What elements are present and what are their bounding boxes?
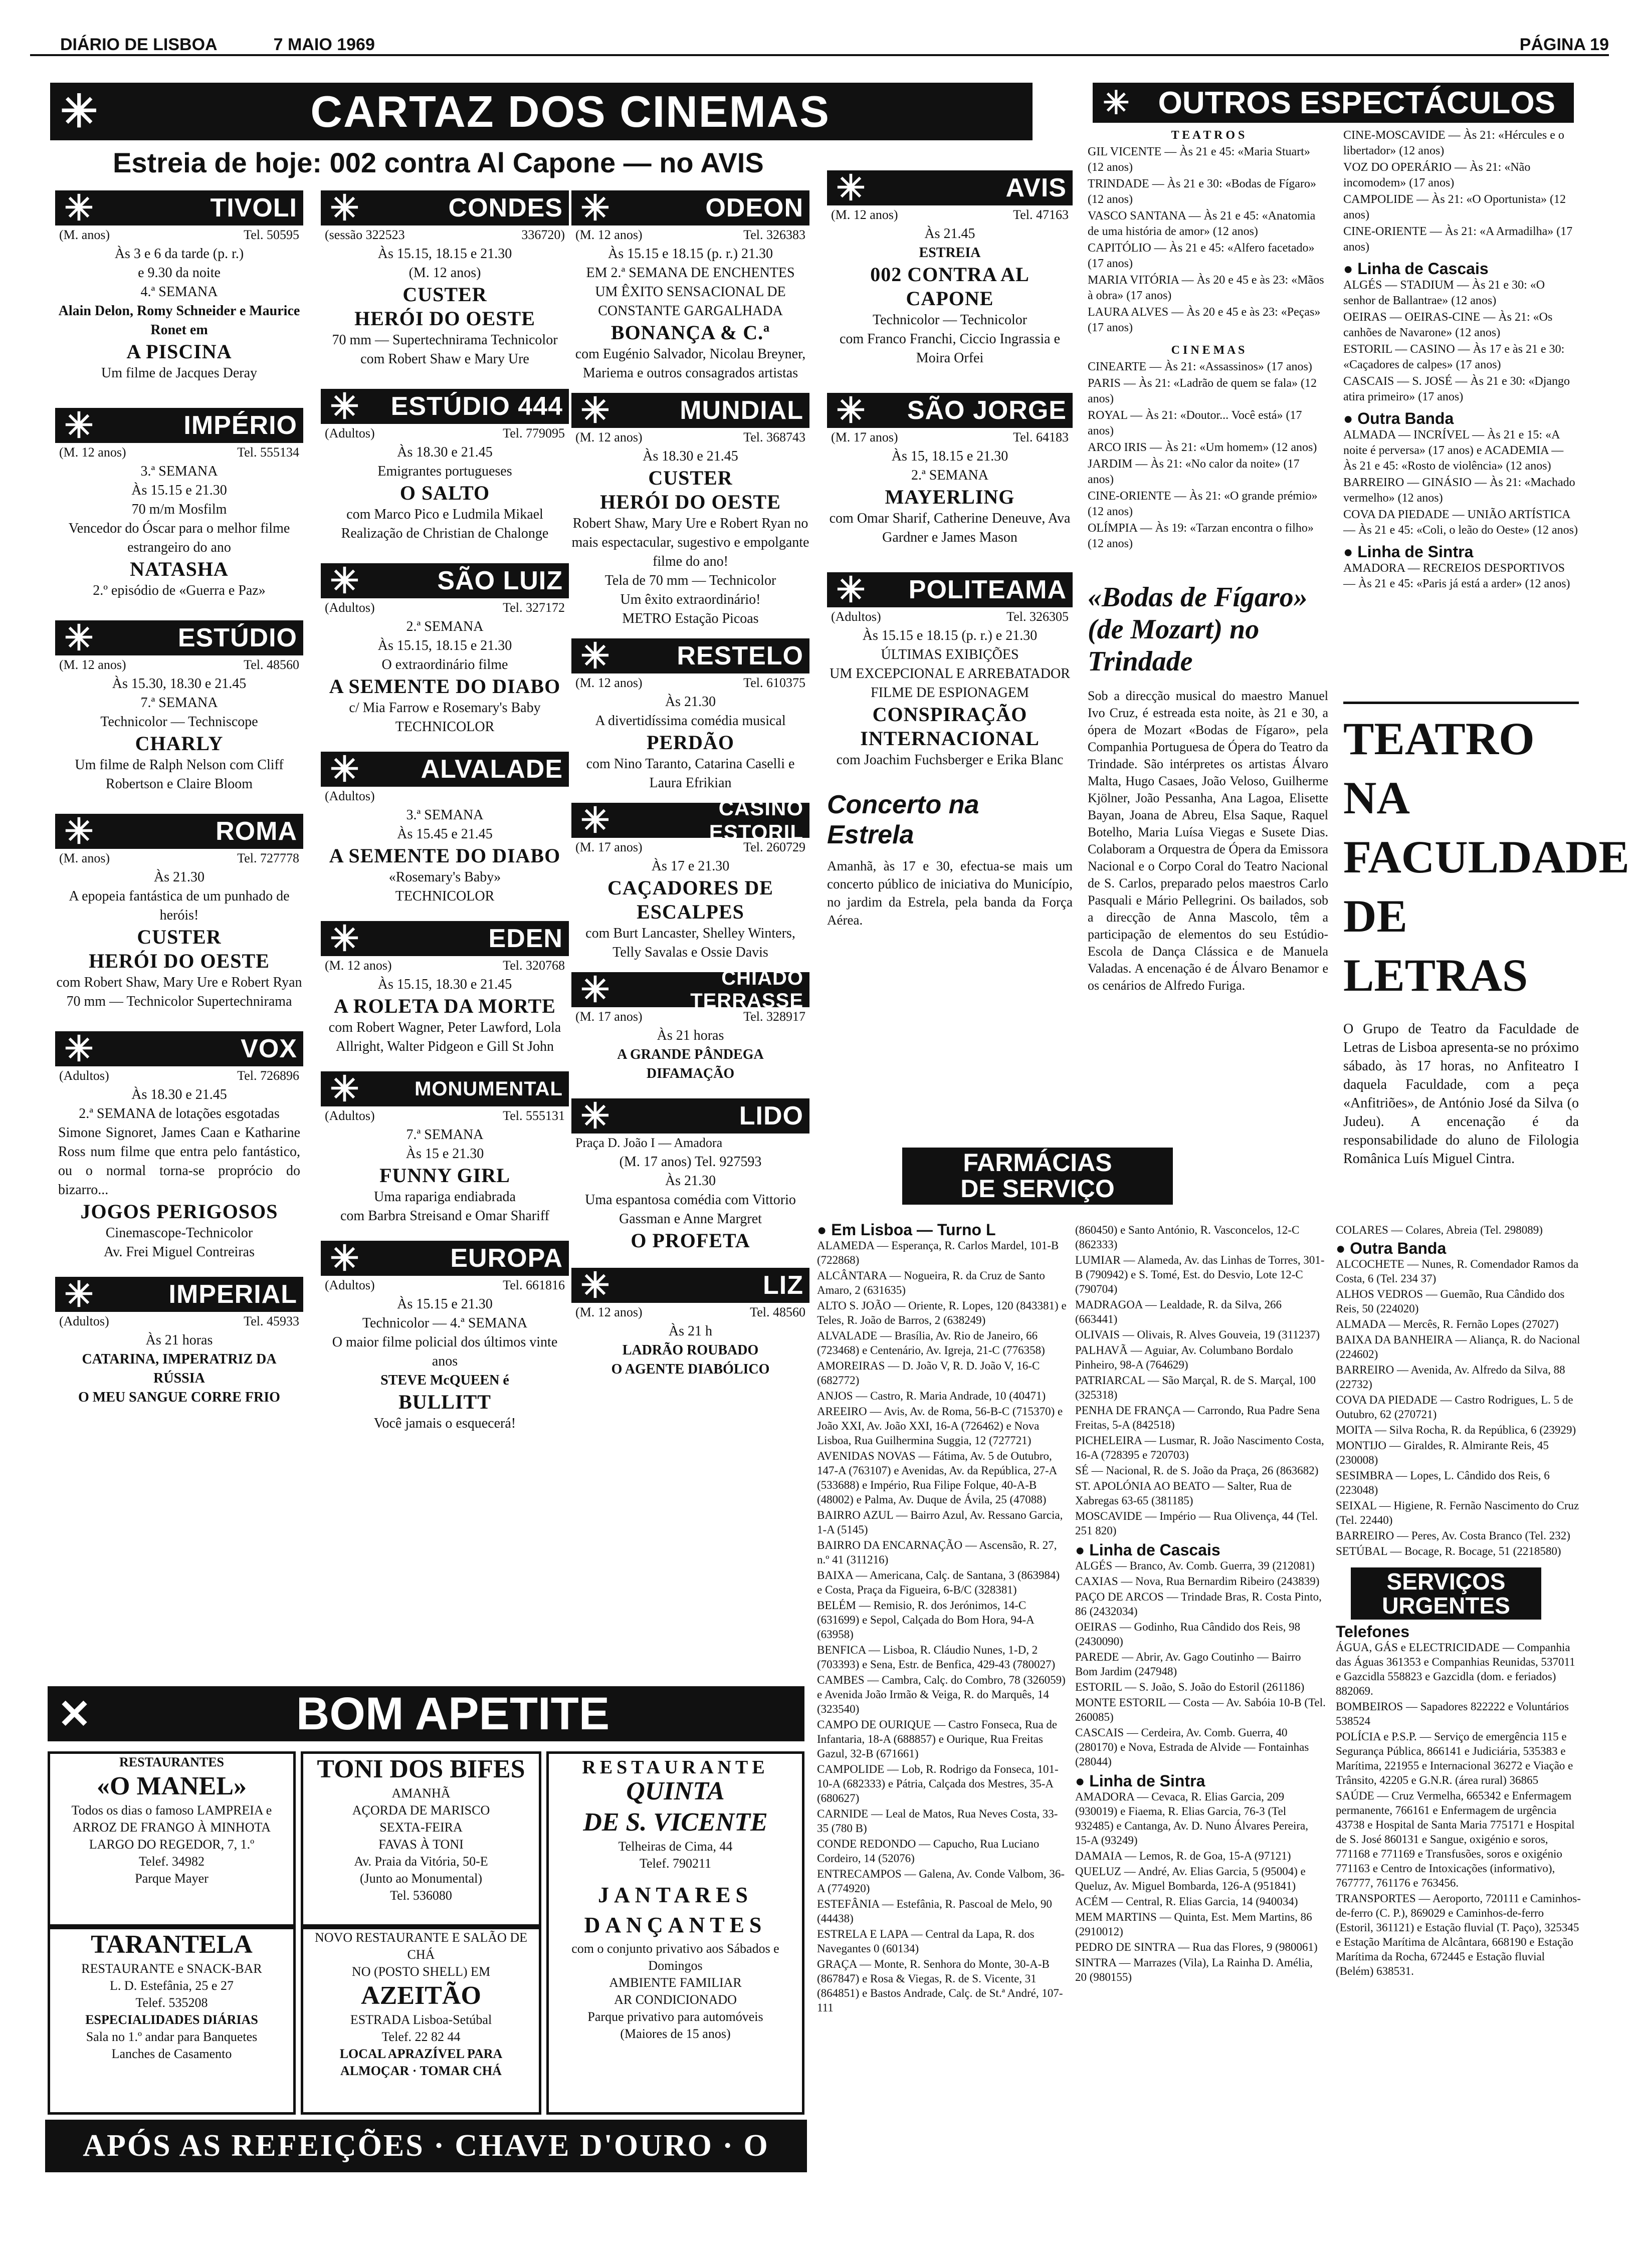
pharmacy-entry: BAIRRO AZUL — Bairro Azul, Av. Ressano Garcia, 1-A (5145) xyxy=(817,1509,1063,1536)
cinema-entry: ROYAL — Às 21: «Doutor... Você está» (17 anos) xyxy=(1088,409,1302,437)
bodas-article xyxy=(1088,581,1328,994)
pharmacy-entry: CAMPO DE OURIQUE — Castro Fonseca, Rua de Infantaria, 18-A (688857) e Ourique, Rua Freitas Gazul, 32-B (671661) xyxy=(817,1718,1058,1760)
cinema-listing-condes: (sessão 322523 336720) Às 15.15, 18.15 e 21.30 (M. 12 anos) CUSTER HERÓI DO OESTE 70 mm — Supertechnirama Technicolor com Robert Shaw e Mary Ure xyxy=(325,228,565,367)
pharmacy-entry: PENHA DE FRANÇA — Carrondo, Rua Padre Sena Freitas, 5-A (842518) xyxy=(1075,1404,1320,1431)
pharmacy-entry: BENFICA — Lisboa, R. Cláudio Nunes, 1-D, 2 (703393) e Sena, Estr. de Benfica, 429-43 (780027) xyxy=(817,1644,1056,1671)
star-icon: ✳ xyxy=(64,188,94,228)
cinema-listing-vox: (Adultos) Tel. 726896 Às 18.30 e 21.45 2.ª SEMANA de lotações esgotadas Simone Signoret, James Caan e Katharine Ross num filme que entra pelo fantástico, ou o normal torna-se proprócio do bizarro... JOGOS PERIGOSOS Cinemascope-Technicolor Av. Frei Miguel Contreiras xyxy=(58,1068,300,1260)
pharmacy-entry: SINTRA — Marrazes (Vila), La Rainha D. Amélia, 20 (980155) xyxy=(1075,1956,1313,1983)
cinema-header-condes: ✳ CONDES xyxy=(321,190,569,225)
bodas-text: Sob a direcção musical do maestro Manuel Ivo Cruz, é estreada esta noite, às 21 e 30, a ópera de Mozart «Bodas de Fígaro», pela Companhia Portuguesa de Ópera do Teatro da Trindade. São intérpretes os artistas Álvaro Malta, Hugo Casaes, João Veloso, Guilherme Kjölner, João Pessanha, Ana Lagoa, Elisette Bayan, Joana de Abreu, Elsa Saque, Raquel Botelho, Maria Luísa Viegas e Susete Dias. Colaboram a Orquestra de Ópera da Emissora Nacional e o Corpo Coral do Teatro Nacional de S. Carlos, preparado pelos maestros Carlo Pasquali e Mário Pellegrini. Os bailados, sob a direcção de Anna Mascolo, têm a participação de elementos do seu Estúdio-Escola de Dança Clássica e de Manuela Valadas. A encenação é de Álvaro Benamor e os cenários de Alfredo Furiga. xyxy=(1088,689,1328,993)
cinema-entry: CINEARTE — Às 21: «Assassinos» (17 anos) xyxy=(1088,360,1312,373)
cinema-header-europa: ✳ EUROPA xyxy=(321,1241,569,1276)
cinema-listing-imperial: (Adultos) Tel. 45933 Às 21 horas CATARINA, IMPERATRIZ DA RÚSSIA O MEU SANGUE CORRE FRIO xyxy=(59,1314,299,1405)
sintra-heading: ● Linha de Sintra xyxy=(1075,1772,1205,1790)
pharmacy-entry: OEIRAS — Godinho, Rua Cândido dos Reis, 98 (2430090) xyxy=(1075,1621,1301,1648)
star-icon: ✳ xyxy=(580,1096,610,1136)
farmacias-banner: FARMÁCIAS DE SERVIÇO xyxy=(902,1148,1173,1205)
cinema-entry: CASCAIS — S. JOSÉ — Às 21 e 30: «Django atira primeiro» (17 anos) xyxy=(1343,375,1570,403)
pharmacy-entry: ANJOS — Castro, R. Maria Andrade, 10 (40471) xyxy=(817,1390,1046,1402)
pharmacy-entry: AREEIRO — Avis, Av. de Roma, 56-B-C (715370) e João XXI, Av. João XXI, 16-A (726462) e Nova Lisboa, Rua Guilhermina Suggia, 12 (727721) xyxy=(817,1405,1063,1447)
cinema-listing-roma: (M. anos) Tel. 727778 Às 21.30 A epopeia fantástica de um punhado de heróis! CUSTER HERÓI DO OESTE com Robert Shaw, Mary Ure e Robert Ryan 70 mm — Technicolor Supertechnirama xyxy=(56,851,302,1009)
sintra-heading: ● Linha de Sintra xyxy=(1343,543,1474,561)
cinema-header-vox: ✳ VOX xyxy=(55,1031,303,1066)
cinema-listing-estudio: (M. 12 anos) Tel. 48560 Às 15.30, 18.30 e 21.45 7.ª SEMANA Technicolor — Techniscope CHARLY Um filme de Ralph Nelson com Cliff Robertson e Claire Bloom xyxy=(59,657,299,792)
star-icon: ✳ xyxy=(580,801,610,840)
pharmacy-entry: SETÚBAL — Bocage, R. Bocage, 51 (2218580) xyxy=(1336,1545,1561,1557)
cinema-header-casino-estoril: ✳ CASINO ESTORIL xyxy=(571,803,809,838)
star-icon: ✳ xyxy=(580,1266,610,1305)
cinema-header-estudio444: ✳ ESTÚDIO 444 xyxy=(321,389,569,424)
cutlery-icon: ✕ xyxy=(58,1691,92,1736)
cinema-listing-eden: (M. 12 anos) Tel. 320768 Às 15.15, 18.30 e 21.45 A ROLETA DA MORTE com Robert Wagner, Peter Lawford, Lola Allright, Walter Pidgeon e Gill St John xyxy=(325,958,565,1054)
pharmacy-entry: BAIXA — Americana, Calç. de Santana, 3 (863984) e Costa, Praça da Figueira, 6-B/C (328381) xyxy=(817,1569,1060,1596)
cinema-column-3 xyxy=(571,190,809,1379)
pharmacy-entry: SESIMBRA — Lopes, L. Cândido dos Reis, 6 (223048) xyxy=(1336,1469,1550,1496)
pharmacy-entry: SÉ — Nacional, R. de S. João da Praça, 26 (863682) xyxy=(1075,1464,1319,1477)
pharmacy-entry: PEDRO DE SINTRA — Rua das Flores, 9 (980061) xyxy=(1075,1941,1318,1953)
cinema-listing-imperio: (M. 12 anos) Tel. 555134 3.ª SEMANA Às 15.15 e 21.30 70 m/m Mosfilm Vencedor do Óscar para o melhor filme estrangeiro do ano NATASHA 2.º episódio de «Guerra e Paz» xyxy=(59,445,299,598)
pharmacy-entry: ACÉM — Central, R. Elias Garcia, 14 (940034) xyxy=(1075,1895,1298,1908)
cinema-header-odeon: ✳ ODEON xyxy=(571,190,809,225)
cinema-listing-alvalade: (Adultos) 3.ª SEMANA Às 15.45 e 21.45 A SEMENTE DO DIABO «Rosemary's Baby» TECHNICOLOR xyxy=(325,789,561,904)
cinema-listing-odeon: (M. 12 anos) Tel. 326383 Às 15.15 e 18.15 (p. r.) 21.30 EM 2.ª SEMANA DE ENCHENTES UM ÊXITO SENSACIONAL DE CONSTANTE GARGALHADA BONANÇA & C.ª com Eugénio Salvador, Nicolau Breyner, Mariema e outros consagrados artistas xyxy=(575,228,806,381)
star-icon: ✳ xyxy=(330,1069,359,1108)
teatro-faculdade-article xyxy=(1343,702,1629,1168)
pharmacy-entry: ENTRECAMPOS — Galena, Av. Conde Valbom, 36-A (774920) xyxy=(817,1868,1065,1895)
cartaz-banner xyxy=(50,83,1033,140)
pharmacy-entry: CARNIDE — Leal de Matos, Rua Neves Costa, 33-35 (780 B) xyxy=(817,1807,1058,1835)
pharmacy-entry: ALVALADE — Brasília, Av. Rio de Janeiro, 66 (723468) e Centenário, Av. Igreja, 21-C (776358) xyxy=(817,1329,1045,1356)
cinema-entry: BARREIRO — GINÁSIO — Às 21: «Machado vermelho» (12 anos) xyxy=(1343,476,1575,505)
cinema-entry: CINE-ORIENTE — Às 21: «A Armadilha» (17 anos) xyxy=(1343,225,1573,254)
pharmacy-entry: ESTRELA E LAPA — Central da Lapa, R. dos Navegantes 0 (60134) xyxy=(817,1928,1035,1955)
teatro-faculdade-title: TEATRO NA FACULDADE DE LETRAS xyxy=(1343,702,1579,1005)
star-icon: ✳ xyxy=(836,391,866,430)
bodas-title: «Bodas de Fígaro» (de Mozart) no Trindade xyxy=(1088,582,1308,677)
star-icon: ✳ xyxy=(64,406,94,445)
star-icon: ✳ xyxy=(64,812,94,851)
cinema-header-politeama: ✳ POLITEAMA xyxy=(827,572,1073,607)
pharmacy-entry: PALHAVÃ — Aguiar, Av. Columbano Bordalo Pinheiro, 98-A (764629) xyxy=(1075,1344,1293,1371)
star-icon: ✳ xyxy=(330,1239,359,1278)
star-icon: ✳ xyxy=(580,188,610,228)
concerto-title: Concerto na Estrela xyxy=(827,790,979,849)
ad-azeitao: NOVO RESTAURANTE E SALÃO DE CHÁ NO (POSTO SHELL) EM AZEITÃO ESTRADA Lisboa-Setúbal Telef. 22 82 44 LOCAL APRAZÍVEL PARA ALMOÇAR · TOMAR CHÁ xyxy=(301,1927,541,2115)
pharmacy-entry: CAXIAS — Nova, Rua Bernardim Ribeiro (243839) xyxy=(1075,1575,1320,1587)
cinema-column-4 xyxy=(827,170,1073,929)
outra-banda-heading: ● Outra Banda xyxy=(1343,409,1454,427)
cinema-listing-monumental: (Adultos) Tel. 555131 7.ª SEMANA Às 15 e 21.30 FUNNY GIRL Uma rapariga endiabrada com Barbra Streisand e Omar Shariff xyxy=(325,1108,565,1224)
cinema-entry: AMADORA — RECREIOS DESPORTIVOS — Às 21 e 45: «Paris já está a arder» (12 anos) xyxy=(1343,562,1570,590)
pharmacy-entry: PICHELEIRA — Lusmar, R. João Nascimento Costa, 16-A (728395 e 720703) xyxy=(1075,1434,1324,1461)
star-icon: ✳ xyxy=(330,561,359,600)
pharmacy-entry: PAÇO DE ARCOS — Trindade Bras, R. Costa Pinto, 86 (2432034) xyxy=(1075,1591,1322,1618)
cinema-listing-sao-jorge: (M. 17 anos) Tel. 64183 Às 15, 18.15 e 21.30 2.ª SEMANA MAYERLING com Omar Sharif, Catherine Deneuve, Ava Gardner e James Mason xyxy=(829,430,1071,545)
service-entry: BOMBEIROS — Sapadores 822222 e Voluntários 538524 xyxy=(1336,1700,1569,1727)
cinema-header-chiado-terrasse: ✳ CHIADO TERRASSE xyxy=(571,972,809,1007)
cinema-header-monumental: ✳ MONUMENTAL xyxy=(321,1071,569,1106)
cinema-entry: OEIRAS — OEIRAS-CINE — Às 21: «Os canhões de Navarone» (12 anos) xyxy=(1343,311,1553,339)
teatros-heading: T E A T R O S xyxy=(1171,129,1245,142)
outros-column-b xyxy=(1343,128,1579,593)
star-icon: ✳ xyxy=(580,970,610,1009)
cinema-listing-politeama: (Adultos) Tel. 326305 Às 15.15 e 18.15 (p. r.) e 21.30 ÚLTIMAS EXIBIÇÕES UM EXCEPCIONAL E ARREBATADOR FILME DE ESPIONAGEM CONSPIRAÇÃO INTERNACIONAL com Joachim Fuchsberger e Erika Blanc xyxy=(830,609,1070,768)
ad-o-manel: RESTAURANTES «O MANEL» Todos os dias o famoso LAMPREIA e ARROZ DE FRANGO À MINHOTA LARGO DO REGEDOR, 7, 1.º Telef. 34982 Parque Mayer xyxy=(48,1751,296,1927)
cinema-listing-avis: (M. 12 anos) Tel. 47163 Às 21.45 ESTREIA 002 CONTRA AL CAPONE Technicolor — Technicolor com Franco Franchi, Ciccio Ingrassia e Moira Orfei xyxy=(831,207,1069,366)
pharmacy-entry: ALGÉS — Branco, Av. Comb. Guerra, 39 (212081) xyxy=(1075,1559,1315,1572)
cinema-entry: VOZ DO OPERÁRIO — Às 21: «Não incomodem» (17 anos) xyxy=(1343,161,1531,189)
cinema-header-sao-jorge: ✳ SÃO JORGE xyxy=(827,393,1073,428)
star-icon: ✳ xyxy=(60,87,98,137)
service-entry: POLÍCIA e P.S.P. — Serviço de emergência 115 e Segurança Pública, 866141 e Judiciária, 535383 e Marítima, 221955 e Internacional 36272 e Viação e Trânsito, 42205 e G.N.R. (área rural) 36865 xyxy=(1336,1730,1573,1786)
pharmacy-entry: BAIXA DA BANHEIRA — Aliança, R. do Nacional (224602) xyxy=(1336,1333,1580,1360)
pharmacy-entry: ALAMEDA — Esperança, R. Carlos Mardel, 101-B (722868) xyxy=(817,1239,1059,1266)
pharmacy-entry: MADRAGOA — Lealdade, R. da Silva, 266 (663441) xyxy=(1075,1298,1282,1325)
service-entry: ÁGUA, GÁS e ELECTRICIDADE — Companhia das Águas 361353 e Companhias Reunidas, 537011 e Gazcidla 558823 e Gazcidla (dom. e feriados) 882069. xyxy=(1336,1641,1575,1697)
pharmacy-entry: SEIXAL — Higiene, R. Fernão Nascimento do Cruz (Tel. 22440) xyxy=(1336,1499,1579,1526)
pharmacy-entry: AMADORA — Cevaca, R. Elias Garcia, 209 (930019) e Fiaema, R. Elias Garcia, 76-3 (Tel 932485) e Cantanga, Av. D. Nuno Álvares Pereira, 15-A (93249) xyxy=(1075,1790,1308,1847)
masthead-page: PÁGINA 19 xyxy=(1519,35,1609,54)
concerto-text: Amanhã, às 17 e 30, efectua-se mais um concerto público de iniciativa do Município, no jardim da Estrela, pela banda da Força Aérea. xyxy=(827,858,1073,928)
cinema-header-alvalade: ✳ ALVALADE xyxy=(321,752,569,787)
cinema-listing-estudio444: (Adultos) Tel. 779095 Às 18.30 e 21.45 Emigrantes portugueses O SALTO com Marco Pico e Ludmila Mikael Realização de Christian de Chalonge xyxy=(325,426,565,541)
pharmacy-entry: ALMADA — Mercês, R. Fernão Lopes (27027) xyxy=(1336,1318,1559,1330)
outros-column-a xyxy=(1088,128,1328,553)
chave-douro-banner: APÓS AS REFEIÇÕES · CHAVE D'OURO · O MELHOR CAFÉ xyxy=(45,2120,807,2172)
cinema-entry: CAMPOLIDE — Às 21: «O Oportunista» (12 anos) xyxy=(1343,193,1566,221)
star-icon: ✳ xyxy=(580,636,610,675)
cinema-header-mundial: ✳ MUNDIAL xyxy=(571,393,809,428)
ad-quinta-s-vicente: RESTAURANTE QUINTA DE S. VICENTE Telheiras de Cima, 44 Telef. 790211 JANTARES DANÇANTES com o conjunto privativo aos Sábados e Domingos AMBIENTE FAMILIAR AR CONDICIONADO Parque privativo para automóveis (Maiores de 15 anos) xyxy=(546,1751,804,2115)
star-icon: ✳ xyxy=(64,618,94,657)
pharmacy-entry: BARREIRO — Peres, Av. Costa Branco (Tel. 232) xyxy=(1336,1529,1570,1542)
pharmacy-entry: BAIRRO DA ENCARNAÇÃO — Ascensão, R. 27, n.º 41 (311216) xyxy=(817,1539,1057,1566)
service-entry: TRANSPORTES — Aeroporto, 720111 e Caminhos-de-ferro (C. P.), 869029 e Caminhos-de-ferro (Estoril, 361121) e Estação fluvial (T. Paço), 325345 e Estação Marítima de Alcântara, 668190 e Estação Marítima da Rocha, 672445 e Estação fluvial (Belém) 638531. xyxy=(1336,1892,1581,1977)
cinema-header-liz: ✳ LIZ xyxy=(571,1268,809,1303)
cinema-listing-mundial: (M. 12 anos) Tel. 368743 Às 18.30 e 21.45 CUSTER HERÓI DO OESTE Robert Shaw, Mary Ure e Robert Ryan no mais espectacular, sugestivo e empolgante filme do ano! Tela de 70 mm — Technicolor Um êxito extraordinário! METRO Estação Picoas xyxy=(571,430,809,626)
cinema-header-restelo: ✳ RESTELO xyxy=(571,638,809,673)
cinema-entry: ARCO IRIS — Às 21: «Um homem» (12 anos) xyxy=(1088,441,1317,454)
cinema-listing-saoluiz: (Adultos) Tel. 327172 2.ª SEMANA Às 15.15, 18.15 e 21.30 O extraordinário filme A SEMENTE DO DIABO c/ Mia Farrow e Rosemary's Baby TECHNICOLOR xyxy=(325,600,565,735)
cinema-header-lido: ✳ LIDO xyxy=(571,1098,809,1133)
teatro-entry: VASCO SANTANA — Às 21 e 45: «Anatomia de uma história de amor» (12 anos) xyxy=(1088,209,1316,238)
pharmacy-entry: ALTO S. JOÃO — Oriente, R. Lopes, 120 (843381) e Teles, R. João de Barros, 2 (638249) xyxy=(817,1299,1067,1326)
teatro-entry: TRINDADE — Às 21 e 30: «Bodas de Fígaro» (12 anos) xyxy=(1088,177,1316,206)
pharmacy-entry: MOITA — Silva Rocha, R. da República, 6 (23929) xyxy=(1336,1424,1576,1436)
pharmacy-entry: CASCAIS — Cerdeira, Av. Comb. Guerra, 40 (280170) e Nova, Estrada de Alvide — Fontainhas (28044) xyxy=(1075,1726,1309,1768)
star-icon: ✳ xyxy=(330,188,359,228)
pharmacy-entry: OLIVAIS — Olivais, R. Alves Gouveia, 19 (311237) xyxy=(1075,1328,1320,1341)
farmacias-column-2 xyxy=(1075,1223,1326,1985)
cinema-header-saoluiz: ✳ SÃO LUIZ xyxy=(321,563,569,598)
star-icon: ✳ xyxy=(64,1029,94,1068)
ad-tarantela: TARANTELA RESTAURANTE e SNACK-BAR L. D. Estefânia, 25 e 27 Telef. 535208 ESPECIALIDADES DIÁRIAS Sala no 1.º andar para Banquetes Lanches de Casamento xyxy=(48,1927,296,2115)
cinemas-heading: C I N E M A S xyxy=(1171,344,1245,357)
cinema-header-eden: ✳ EDEN xyxy=(321,921,569,956)
masthead xyxy=(30,30,1609,55)
star-icon: ✳ xyxy=(330,387,359,426)
star-icon: ✳ xyxy=(836,168,866,207)
pharmacy-entry: QUELUZ — André, Av. Elias Garcia, 5 (95004) e Queluz, Av. Miguel Bombarda, 126-A (951841) xyxy=(1075,1865,1306,1892)
bom-apetite-title: BOM APETITE xyxy=(296,1688,610,1739)
cinema-entry: ALMADA — INCRÍVEL — Às 21 e 15: «A noite é perversa» (17 anos) e ACADEMIA — Às 21 e 45: «Rosto de violência» (12 anos) xyxy=(1343,428,1564,473)
teatro-faculdade-text: O Grupo de Teatro da Faculdade de Letras de Lisboa apresenta-se no próximo sábado, às 17 horas, no Anfiteatro I daquela Faculdade, com a peça «Anfitriões», de António José da Silva (o Judeu). A encenação é da responsabilidade do aluno de Filologia Românica Luís Miguel Cintra. xyxy=(1343,1021,1579,1167)
pharmacy-entry: LUMIAR — Alameda, Av. das Linhas de Torres, 301-B (790942) e S. Tomé, Est. do Desvio, Lote 12-C (790704) xyxy=(1075,1254,1325,1295)
cinema-header-imperial: ✳ IMPERIAL xyxy=(55,1277,303,1312)
star-icon: ✳ xyxy=(836,570,866,609)
farmacias-column-3 xyxy=(1336,1223,1581,1979)
farmacias-column-1 xyxy=(817,1223,1068,2016)
cinema-entry: PARIS — Às 21: «Ladrão de quem se fala» (12 anos) xyxy=(1088,377,1317,405)
masthead-paper: DIÁRIO DE LISBOA 7 MAIO 1969 xyxy=(60,35,375,54)
cinema-column-1 xyxy=(55,190,303,1407)
pharmacy-entry: ALHOS VEDROS — Guemão, Rua Cândido dos Reis, 50 (224020) xyxy=(1336,1288,1565,1315)
cinema-entry: OLÍMPIA — Às 19: «Tarzan encontra o filho» (12 anos) xyxy=(1088,522,1314,550)
star-icon: ✳ xyxy=(580,391,610,430)
cinema-listing-europa: (Adultos) Tel. 661816 Às 15.15 e 21.30 Technicolor — 4.ª SEMANA O maior filme policial dos últimos vinte anos STEVE McQUEEN é BULLITT Você jamais o esquecerá! xyxy=(325,1278,565,1431)
lisboa-heading: ● Em Lisboa — Turno L xyxy=(817,1221,996,1239)
pharmacy-entry: ALCOCHETE — Nunes, R. Comendador Ramos da Costa, 6 (Tel. 234 37) xyxy=(1336,1258,1579,1285)
pharmacy-entry: AMOREIRAS — D. João V, R. D. João V, 16-C (682772) xyxy=(817,1359,1040,1387)
pharmacy-entry: CAMPOLIDE — Lob, R. Rodrigo da Fonseca, 101-10-A (682333) e Pátria, Calçada dos Mestres, 35-A (680627) xyxy=(817,1763,1059,1804)
teatro-entry: CAPITÓLIO — Às 21 e 45: «Alfero facetado» (17 anos) xyxy=(1088,242,1315,270)
cinema-listing-lido: Praça D. João I — Amadora (M. 17 anos) Tel. 927593 Às 21.30 Uma espantosa comédia com Vittorio Gassman e Anne Margret O PROFETA xyxy=(575,1136,796,1252)
pharmacy-entry: MONTE ESTORIL — Costa — Av. Sabóia 10-B (Tel. 260085) xyxy=(1075,1696,1326,1723)
bom-apetite-banner xyxy=(48,1686,804,1741)
cinema-header-imperio: ✳ IMPÉRIO xyxy=(55,408,303,443)
masthead-rule xyxy=(30,54,1609,56)
outra-banda-heading: ● Outra Banda xyxy=(1336,1239,1447,1257)
cascais-heading: ● Linha de Cascais xyxy=(1343,260,1489,278)
cinema-listing-chiado-terrasse: (M. 17 anos) Tel. 328917 Às 21 horas A GRANDE PÂNDEGA DIFAMAÇÃO xyxy=(575,1009,805,1081)
cinema-header-estudio: ✳ ESTÚDIO xyxy=(55,620,303,655)
cinema-listing-tivoli: (M. anos) Tel. 50595 Às 3 e 6 da tarde (p. r.) e 9.30 da noite 4.ª SEMANA Alain Delon, Romy Schneider e Maurice Ronet em A PISCINA Um filme de Jacques Deray xyxy=(58,228,300,381)
cinema-entry: JARDIM — Às 21: «No calor da noite» (17 anos) xyxy=(1088,458,1300,486)
pharmacy-entry: GRAÇA — Monte, R. Senhora do Monte, 30-A-B (867847) e Rosa & Viegas, R. de S. Vicente, 31 (864851) e Bastos Andrade, Calç. de St.ª André, 107-111 xyxy=(817,1958,1063,2014)
teatro-entry: LAURA ALVES — Às 20 e 45 e às 23: «Peças» (17 anos) xyxy=(1088,306,1321,334)
cartaz-title: CARTAZ DOS CINEMAS xyxy=(310,86,830,136)
telefones-heading: Telefones xyxy=(1336,1623,1409,1641)
pharmacy-entry: MOSCAVIDE — Império — Rua Olivença, 44 (Tel. 251 820) xyxy=(1075,1510,1318,1537)
service-entry: SAÚDE — Cruz Vermelha, 665342 e Enfermagem permanente, 766161 e Enfermagem de urgência 43738 e Hospital de Santa Maria 775171 e Hospital de S. José 860131 e Sangue, oxigénio e soros, 771168 e 771169 e Transfusões, soros e oxigénio 771163 e Centro de Intoxicações (informativo), 767777, 761176 e 763456. xyxy=(1336,1789,1575,1889)
pharmacy-entry: (860450) e Santo António, R. Vasconcelos, 12-C (862333) xyxy=(1075,1224,1300,1251)
pharmacy-entry: ALCÂNTARA — Nogueira, R. da Cruz de Santo Amaro, 2 (631635) xyxy=(817,1269,1045,1296)
cinema-header-avis: ✳ AVIS xyxy=(827,170,1073,205)
estreia-headline: Estreia de hoje: 002 contra Al Capone — no AVIS xyxy=(113,147,764,178)
star-icon: ✳ xyxy=(330,919,359,958)
pharmacy-entry: COLARES — Colares, Abreia (Tel. 298089) xyxy=(1336,1224,1543,1236)
pharmacy-entry: CONDE REDONDO — Capucho, Rua Luciano Cordeiro, 14 (52076) xyxy=(817,1838,1040,1865)
cinema-entry: ALGÉS — STADIUM — Às 21 e 30: «O senhor de Ballantrae» (12 anos) xyxy=(1343,279,1545,307)
cascais-heading: ● Linha de Cascais xyxy=(1075,1541,1220,1559)
pharmacy-entry: PAREDE — Abrir, Av. Gago Coutinho — Bairro Bom Jardim (247948) xyxy=(1075,1651,1301,1678)
outros-title: OUTROS ESPECTÁCULOS xyxy=(1158,85,1555,120)
pharmacy-entry: ESTORIL — S. João, S. João do Estoril (261186) xyxy=(1075,1681,1305,1693)
cinema-listing-restelo: (M. 12 anos) Tel. 610375 Às 21.30 A divertidíssima comédia musical PERDÃO com Nino Taranto, Catarina Caselli e Laura Efrikian xyxy=(575,675,805,791)
cinema-listing-casino-estoril: (M. 17 anos) Tel. 260729 Às 17 e 21.30 CAÇADORES DE ESCALPES com Burt Lancaster, Shelley Winters, Telly Savalas e Ossie Davis xyxy=(575,840,805,960)
pharmacy-entry: CAMBES — Cambra, Calç. do Combro, 78 (326059) e Avenida João Irmão & Veiga, R. do Marquês, 14 (323540) xyxy=(817,1674,1066,1715)
pharmacy-entry: ST. APOLÓNIA AO BEATO — Salter, Rua de Xabregas 63-65 (381185) xyxy=(1075,1480,1292,1507)
cinema-column-2 xyxy=(321,190,569,1433)
pharmacy-entry: MEM MARTINS — Quinta, Est. Mem Martins, 86 (2910012) xyxy=(1075,1911,1312,1938)
cinema-header-tivoli: ✳ TIVOLI xyxy=(55,190,303,225)
teatro-entry: MARIA VITÓRIA — Às 20 e 45 e às 23: «Mãos à obra» (17 anos) xyxy=(1088,274,1324,302)
pharmacy-entry: COVA DA PIEDADE — Castro Rodrigues, L. 5 de Outubro, 62 (270721) xyxy=(1336,1394,1573,1421)
pharmacy-entry: ESTEFÂNIA — Estefânia, R. Pascoal de Melo, 90 (44438) xyxy=(817,1898,1052,1925)
pharmacy-entry: PATRIARCAL — São Marçal, R. de S. Marçal, 100 (325318) xyxy=(1075,1374,1316,1401)
servicos-banner: SERVIÇOS URGENTES xyxy=(1351,1567,1541,1620)
pharmacy-entry: MONTIJO — Giraldes, R. Almirante Reis, 45 (230008) xyxy=(1336,1439,1549,1466)
ad-toni-dos-bifes: TONI DOS BIFES AMANHÃ AÇORDA DE MARISCO SEXTA-FEIRA FAVAS À TONI Av. Praia da Vitória, 50-E (Junto ao Monumental) Tel. 536080 xyxy=(301,1751,541,1927)
cinema-entry: COVA DA PIEDADE — UNIÃO ARTÍSTICA — Às 21 e 45: «Coli, o leão do Oeste» (12 anos) xyxy=(1343,508,1578,537)
cinema-entry: ESTORIL — CASINO — Às 17 e às 21 e 30: «Caçadores de calpes» (17 anos) xyxy=(1343,343,1565,371)
pharmacy-entry: BARREIRO — Avenida, Av. Alfredo da Silva, 88 (22732) xyxy=(1336,1364,1565,1391)
pharmacy-entry: AVENIDAS NOVAS — Fátima, Av. 5 de Outubro, 147-A (763107) e Avenidas, Av. da República, 27-A (533688) e Império, Rua Filipe Folque, 40-A-B (48002) e Palma, Av. Duque de Ávila, 25 (47088) xyxy=(817,1450,1057,1506)
star-icon: ✳ xyxy=(1103,84,1130,121)
star-icon: ✳ xyxy=(330,750,359,789)
teatro-entry: GIL VICENTE — Às 21 e 45: «Maria Stuart» (12 anos) xyxy=(1088,145,1310,174)
outros-banner xyxy=(1093,83,1574,123)
star-icon: ✳ xyxy=(64,1275,94,1314)
cinema-listing-liz: (M. 12 anos) Tel. 48560 Às 21 h LADRÃO ROUBADO O AGENTE DIABÓLICO xyxy=(575,1305,805,1377)
cinema-entry: CINE-MOSCAVIDE — Às 21: «Hércules e o libertador» (12 anos) xyxy=(1343,129,1564,157)
cinema-entry: CINE-ORIENTE — Às 21: «O grande prémio» (12 anos) xyxy=(1088,490,1318,518)
cinema-header-roma: ✳ ROMA xyxy=(55,814,303,849)
pharmacy-entry: BELÉM — Remisio, R. dos Jerónimos, 14-C (631699) e Sepol, Calçada do Bom Hora, 94-A (63958) xyxy=(817,1599,1034,1641)
pharmacy-entry: DAMAIA — Lemos, R. de Goa, 15-A (97121) xyxy=(1075,1850,1291,1862)
